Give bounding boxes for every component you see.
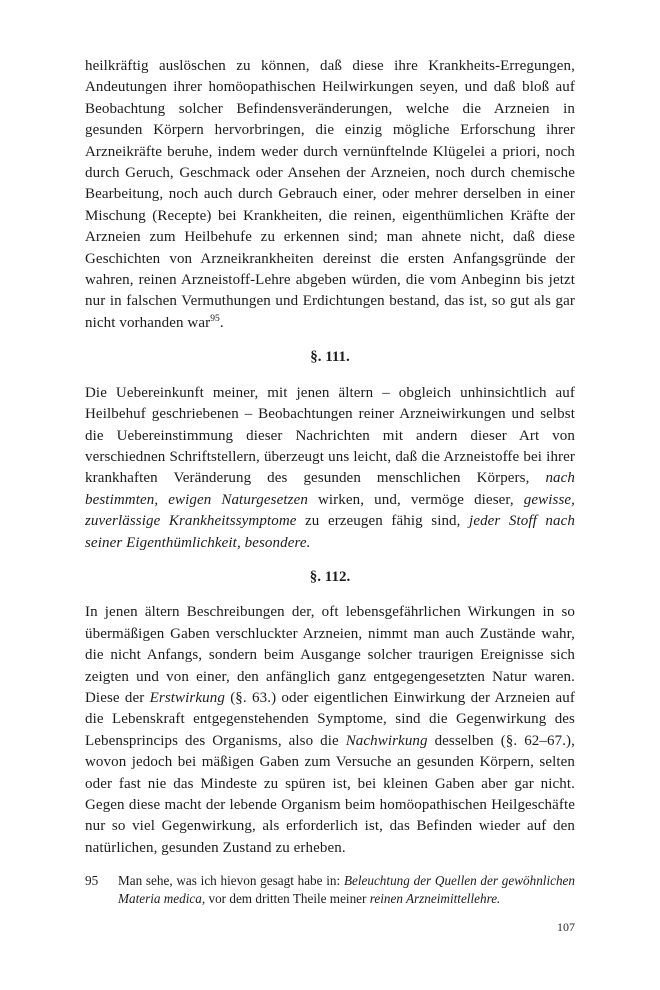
paragraph-112-italic-segment: Erstwirkung (149, 689, 225, 706)
paragraph-111-segment: Die Uebereinkunft meiner, mit jenen ältern – obgleich unhinsichtlich auf Heilbehuf geschriebenen – Beobachtungen reiner Arzneiwirkungen und selbst die Uebereinstimmung dieser Nachrichten mit andern dieser Art von verschiednen Schriftstellern, überzeugt uns leicht, daß die Arzneistoffe bei ihrer krankhaften Veränderung des gesunden menschlichen Körpers, (85, 384, 575, 487)
section-heading-111: §. 111. (310, 349, 350, 366)
paragraph-111-italic-segment: nach bestimmten, ewigen Naturgesetzen (85, 470, 575, 508)
paragraph-112-segment: desselben (§. 62–67.), wovon jedoch bei mäßigen Gaben zum Versuche an gesunden Körpern, selten oder fast nie das Mindeste zu spüren ist, bei kleinen Gaben aber gar nicht. Gegen diese macht der lebende Organism beim homöopathischen Heilgeschäfte nur so viel Gegenwirkung, als erforderlich ist, das Befinden wieder auf den natürlichen, gesunden Zustand zu erheben. (85, 732, 575, 856)
paragraph-111-italic-segment: jeder Stoff nach seiner Eigenthümlichkeit, besondere. (85, 513, 575, 551)
paragraph-continuation-endmark: . (219, 314, 224, 331)
paragraph-112-segment: In jenen ältern Beschreibungen der, oft lebensgefährlichen Wirkungen in so übermäßigen Gaben verschluckter Arzneien, nimmt man auch Zustände wahr, die nicht Anfangs, sondern beim Ausgange solcher traurigen Ereignisse sich zeigten und von einer, den anfänglich ganz entgegengesetzten Natur waren. Diese der (85, 604, 575, 706)
paragraph-112 (85, 602, 575, 859)
footnote-reference-95: 95 (210, 313, 220, 324)
paragraph-continuation (85, 56, 575, 334)
footnote (85, 872, 575, 908)
section-heading-112: §. 112. (309, 568, 351, 585)
footnote-italic-segment: Beleuchtung der Quellen der gewöhnlichen Materia medica, (118, 873, 576, 907)
footnote-number: 95 (85, 873, 99, 889)
page-number: 107 (557, 920, 575, 935)
paragraph-111 (85, 383, 575, 554)
paragraph-112-segment: (§. 63.) oder eigentlichen Einwirkung der Arzneien auf die Lebenskraft entgegenstehenden Symptome, sind die Gegenwirkung des Lebensprincips des Organisms, also die (85, 689, 576, 749)
footnote-segment: vor dem dritten Theile meiner (205, 891, 370, 907)
paragraph-112-italic-segment: Nachwirkung (345, 732, 428, 749)
footnote-segment: Man sehe, was ich hievon gesagt habe in: (118, 873, 344, 889)
paragraph-111-italic-segment: gewisse, zuverlässige Krankheitssymptome (85, 491, 575, 530)
paragraph-111-segment: zu erzeugen fähig sind, (296, 513, 470, 530)
paragraph-111-segment: wirken, und, vermöge dieser, (307, 491, 524, 508)
paragraph-continuation-text: heilkräftig auslöschen zu können, daß diese ihre Krankheits-Erregungen, Andeutungen ihrer homöopathischen Heilwirkungen seyen, und daß bloß auf Beobachtung solcher Befindensveränderungen, welche die Arzneien in gesunden Körpern hervorbringen, die einzig mögliche Erforschung ihrer Arzneikräfte beruhe, indem weder durch vernünftelnde Klügelei a priori, noch durch Geruch, Geschmack oder Ansehen der Arzneien, noch durch chemische Bearbeitung, noch auch durch Gebrauch einer, oder mehrer derselben in einer Mischung (Recepte) bei Krankheiten, die reinen, eigenthümlichen Kräfte der Arzneien zum Heilbehufe zu erkennen sind; man ahnete nicht, daß diese Geschichten von Arzneikrankheiten dereinst die ersten Anfangsgründe der wahren, reinen Arzneistoff-Lehre abgeben würden, die vom Anbeginn bis jetzt nur in falschen Vermuthungen und Erdichtungen bestand, das ist, so gut als gar nicht vorhanden war (85, 58, 575, 331)
footnote-text (118, 872, 575, 908)
footnote-italic-segment: reinen Arzneimittellehre. (369, 891, 501, 907)
